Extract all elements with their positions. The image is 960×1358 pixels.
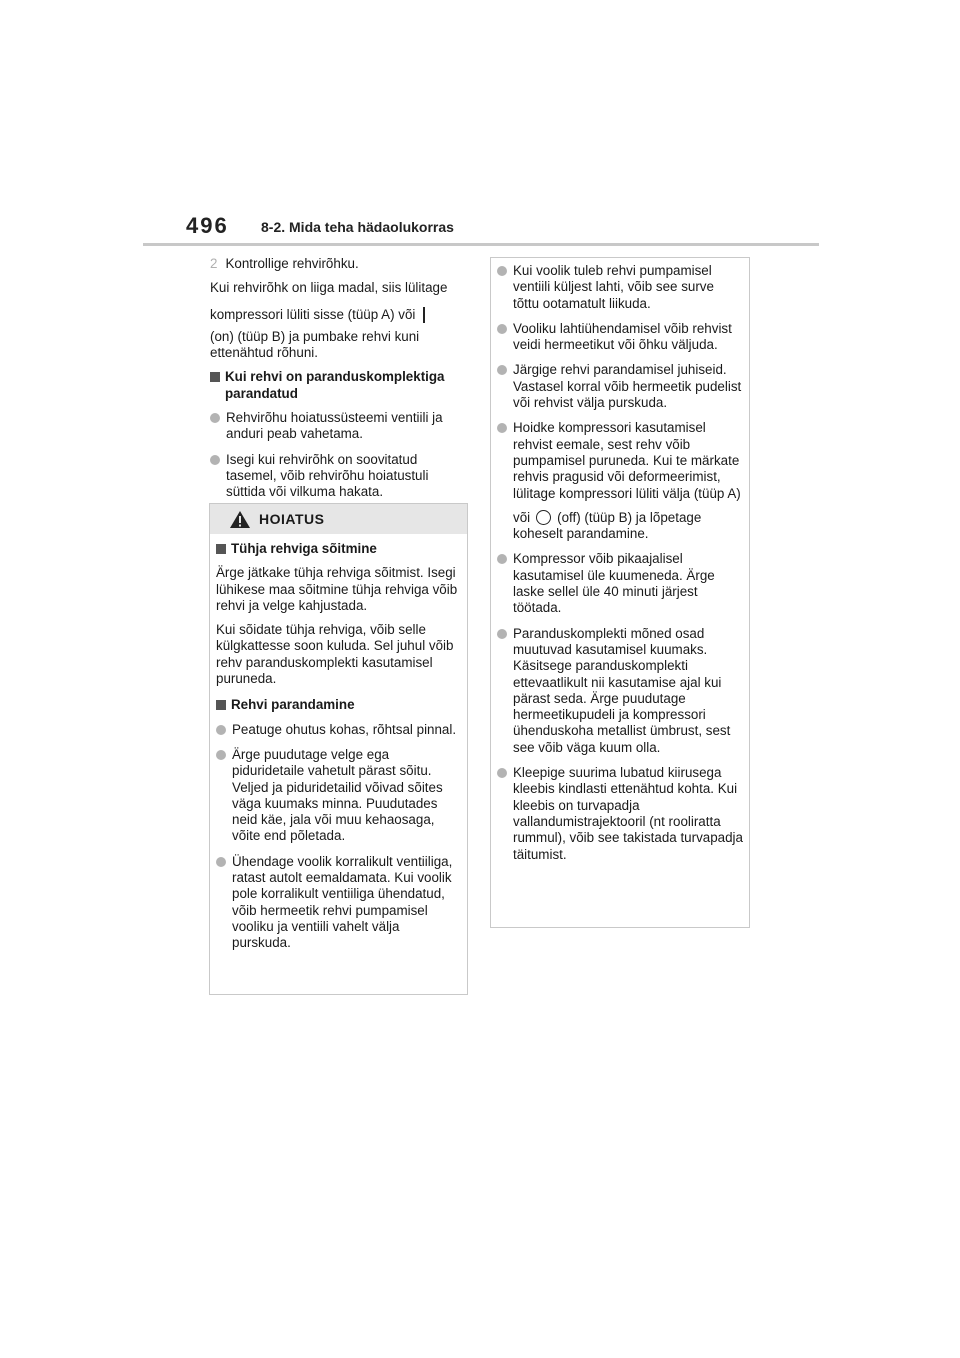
list-item-text: Kui voolik tuleb rehvi pumpamisel ventiili küljest lahti, võib see surve tõttu ootamatult liikuda. (513, 263, 714, 311)
list-item (497, 362, 743, 411)
list-item-text: või (513, 509, 531, 525)
step-number: 2 (210, 256, 218, 271)
round-bullet-icon (216, 750, 226, 760)
list-item (210, 452, 468, 501)
list-item-text: Hoidke kompressori kasutamisel rehvist eemale, sest rehv võib pumpamisel puruneda. Kui te märkate rehvis pragusid või deformeerimist, lülitage kompressori lüliti välja (tüüp A) (513, 420, 741, 501)
warning-paragraph-2: Kui sõidate tühja rehviga, võib selle külgkattesse soon kuluda. Sel juhul võib rehv paranduskomplekti kasutamisel puruneda. (216, 622, 454, 687)
list-item (216, 854, 461, 952)
warning-title: HOIATUS (259, 511, 325, 527)
list-item-text: Kleepige suurima lubatud kiirusega kleebis kindlasti ettenähtud kohta. Kui kleebis on turvapadja vallandumistrajektooril (nt rooliratta rummul), võib see takistada turvapadja täitumist. (513, 765, 743, 862)
power-off-icon (536, 510, 551, 525)
left-column (210, 256, 468, 510)
list-item-text: Järgige rehvi parandamisel juhiseid. Vastasel korral võib hermeetik pudelist või rehvist välja purskuda. (513, 362, 742, 411)
section-title: 8-2. Mida teha hädaolukorras (261, 219, 454, 235)
round-bullet-icon (497, 365, 507, 375)
round-bullet-icon (216, 857, 226, 867)
list-item (216, 747, 461, 845)
step-2 (210, 256, 468, 272)
warning-heading-2 (216, 697, 461, 713)
intro-line-2: kompressori lüliti sisse (tüüp A) või (210, 306, 416, 322)
warning-heading-1 (216, 541, 461, 557)
list-item (497, 420, 743, 542)
round-bullet-icon (497, 324, 507, 334)
right-column-box (490, 257, 750, 928)
round-bullet-icon (497, 423, 507, 433)
list-item (497, 551, 743, 616)
list-item-text: Rehvirõhu hoiatussüsteemi ventiili ja anduri peab vahetama. (226, 410, 443, 442)
list-item (497, 321, 743, 354)
intro-line-3: (on) (tüüp B) ja pumbake rehvi kuni ettenähtud rõhuni. (210, 328, 420, 361)
section-heading-text: Kui rehvi on paranduskomplektiga parandatud (225, 369, 445, 401)
round-bullet-icon (216, 725, 226, 735)
list-item-text: Paranduskomplekti mõned osad muutuvad kasutamisel kuumaks. Käsitsege paranduskomplekti ettevaatlikult nii kasutamise ajal kui pärast seda. Ärge puudutage hermeetikupudeli ja kompressori ühenduskoha metallist ümbrust, sest see võib väga kuum olla. (513, 625, 731, 755)
round-bullet-icon (497, 768, 507, 778)
step-text: Kontrollige rehvirõhku. (225, 256, 359, 271)
warning-heading-text: Tühja rehviga sõitmine (231, 541, 377, 556)
warning-paragraph-1: Ärge jätkake tühja rehviga sõitmist. Isegi lühikese maa sõitmine tühja rehviga võib rehvi ja velge kahjustada. (216, 565, 458, 613)
list-item (497, 263, 743, 312)
list-item (497, 626, 743, 756)
warning-box (209, 503, 468, 995)
header-divider (143, 243, 819, 246)
list-item-text: Isegi kui rehvirõhk on soovitatud tasemel, võib rehvirõhu hoiatustuli süttida või vilkuma hakata. (226, 451, 429, 500)
warning-body (210, 534, 467, 952)
page-number: 496 (186, 213, 229, 238)
list-item-text: Ärge puudutage velge ega piduridetaile vahetult pärast sõitu. Veljed ja piduridetailid võivad sõites väga kuumaks minna. Puudutades neid käe, jala või muu kehaosaga, võite end põletada. (232, 746, 443, 844)
round-bullet-icon (210, 413, 220, 423)
round-bullet-icon (497, 629, 507, 639)
warning-heading-text: Rehvi parandamine (231, 697, 355, 713)
warning-header (210, 504, 467, 534)
square-bullet-icon (210, 372, 220, 382)
intro-paragraph (210, 280, 468, 361)
round-bullet-icon (497, 266, 507, 276)
section-heading (210, 369, 468, 402)
list-item (210, 410, 468, 443)
page-header (0, 0, 960, 260)
warning-triangle-icon (229, 510, 251, 529)
square-bullet-icon (216, 700, 226, 710)
intro-line-1: Kui rehvirõhk on liiga madal, siis lülitage (210, 280, 448, 296)
power-on-icon (423, 307, 425, 323)
list-item (216, 722, 461, 738)
round-bullet-icon (210, 455, 220, 465)
list-item-text: (off) (tüüp B) ja lõpetage koheselt parandamine. (513, 509, 702, 542)
round-bullet-icon (497, 554, 507, 564)
square-bullet-icon (216, 544, 226, 554)
list-item-text: Vooliku lahtiühendamisel võib rehvist veidi hermeetikut või õhku väljuda. (513, 320, 732, 353)
list-item (497, 765, 743, 863)
list-item-text: Peatuge ohutus kohas, rõhtsal pinnal. (232, 721, 457, 737)
list-item-text: Ühendage voolik korralikult ventiiliga, ratast autolt eemaldamata. Kui voolik pole korralikult ventiiliga ühendatud, võib hermeetik rehvi pumpamisel vooliku ja ventiili vahelt välja purskuda. (232, 853, 453, 951)
list-item-text: Kompressor võib pikaajalisel kasutamisel üle kuumeneda. Ärge laske sellel üle 40 minuti järjest töötada. (513, 551, 715, 616)
